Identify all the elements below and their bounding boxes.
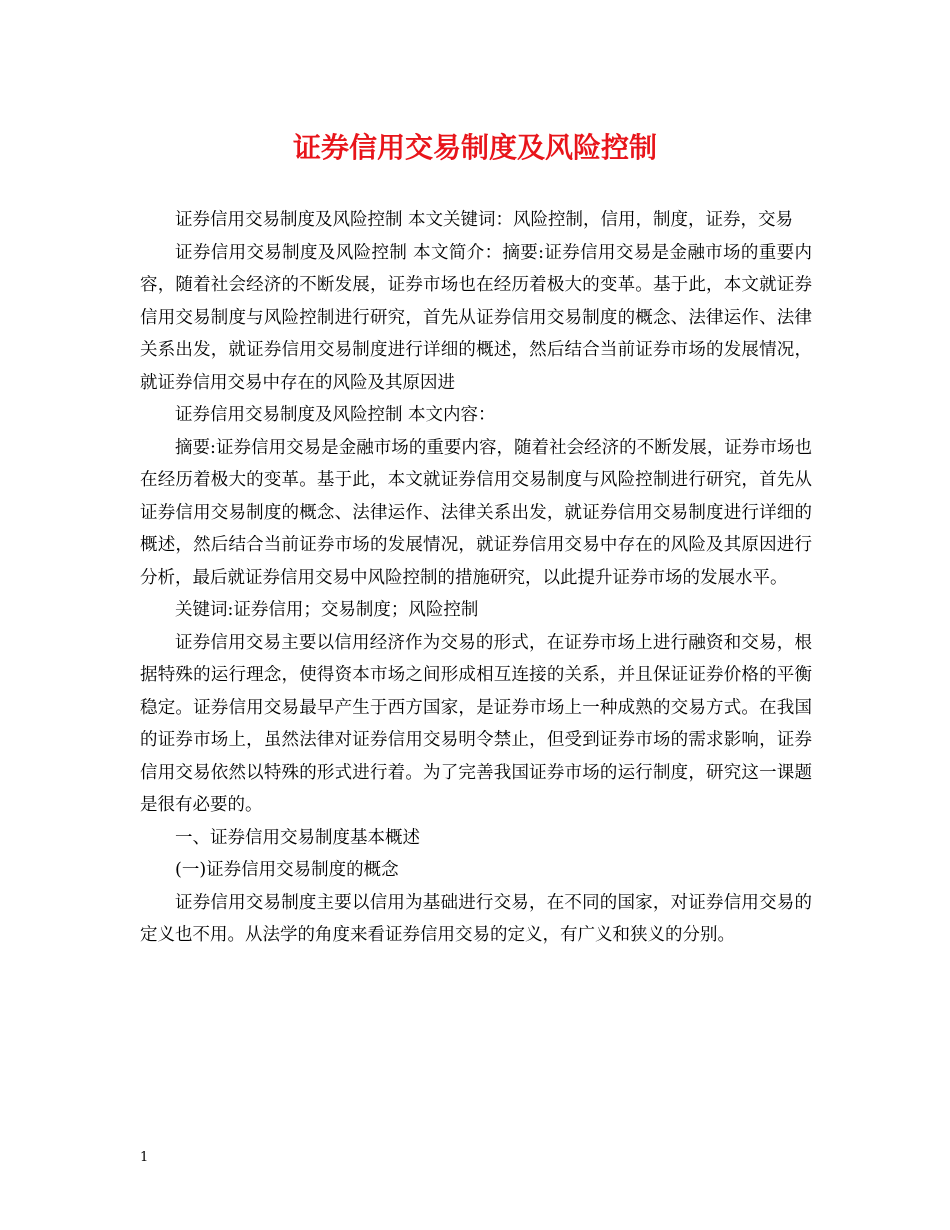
introduction-paragraph: 证券信用交易主要以信用经济作为交易的形式，在证券市场上进行融资和交易，根据特殊的运行理念，使得资本市场之间形成相互连接的关系，并且保证证券价格的平衡稳定。证券信用交易最早产生于西方国家，是证券市场上一种成熟的交易方式。在我国的证券市场上，虽然法律对证券信用交易明令禁止，但受到证券市场的需求影响，证券信用交易依然以特殊的形式进行着。为了完善我国证券市场的运行制度，研究这一课题是很有必要的。	[140, 632, 812, 815]
section-heading: 一、证券信用交易制度基本概述	[175, 827, 420, 848]
keyword-list-paragraph: 关键词:证券信用；交易制度；风险控制	[175, 600, 479, 620]
document-body	[140, 204, 812, 952]
body-paragraph: 证券信用交易制度主要以信用为基础进行交易，在不同的国家，对证券信用交易的定义也不用。从法学的角度来看证券信用交易的定义，有广义和狭义的分别。	[140, 892, 812, 945]
content-intro-paragraph: 证券信用交易制度及风险控制 本文内容：	[175, 405, 496, 425]
summary-paragraph: 证券信用交易制度及风险控制 本文简介：摘要:证券信用交易是金融市场的重要内容，随着社会经济的不断发展，证券市场也在经历着极大的变革。基于此，本文就证券信用交易制度与风险控制进行研究，首先从证券信用交易制度的概念、法律运作、法律关系出发，就证券信用交易制度进行详细的概述，然后结合当前证券市场的发展情况，就证券信用交易中存在的风险及其原因进	[140, 242, 812, 393]
abstract-paragraph: 摘要:证券信用交易是金融市场的重要内容，随着社会经济的不断发展，证券市场也在经历着极大的变革。基于此，本文就证券信用交易制度与风险控制进行研究，首先从证券信用交易制度的概念、法律运作、法律关系出发，就证券信用交易制度进行详细的概述，然后结合当前证券市场的发展情况，就证券信用交易中存在的风险及其原因进行分析，最后就证券信用交易中风险控制的措施研究，以此提升证券市场的发展水平。	[140, 437, 812, 588]
subsection-heading: (一)证券信用交易制度的概念	[175, 860, 399, 880]
page-title: 证券信用交易制度及风险控制	[292, 131, 657, 164]
page-number: 1	[140, 1150, 149, 1165]
keywords-paragraph: 证券信用交易制度及风险控制 本文关键词：风险控制，信用，制度，证券，交易	[175, 210, 794, 230]
